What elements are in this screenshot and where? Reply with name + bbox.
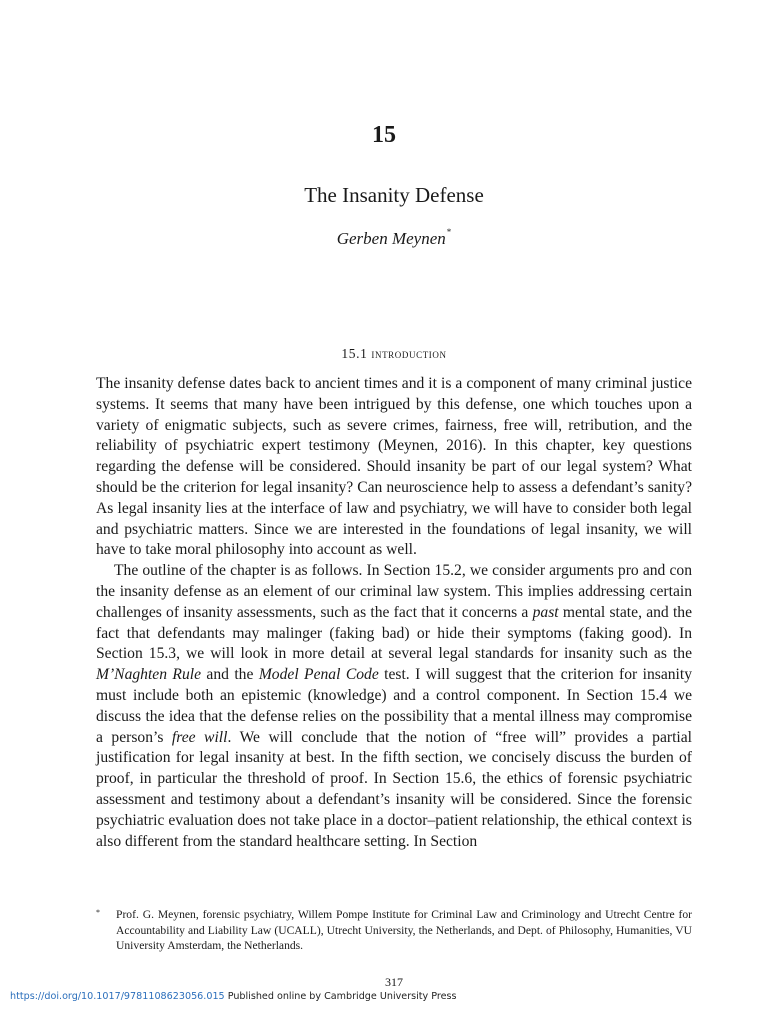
emphasis-past: past <box>532 603 559 621</box>
paragraph-2-text: The outline of the chapter is as follows. In Section 15.2, we consider arguments pro and con the insanity defense as an element of our criminal law system. This implies addressing certain challenges of insanity assessments, such as the fact that it concerns a <box>96 562 692 621</box>
author-line <box>0 229 768 249</box>
emphasis-mnaghten-rule: M’Naghten Rule <box>96 666 202 684</box>
paragraph-2 <box>96 561 692 852</box>
footnote <box>96 907 692 954</box>
paragraph-2-text: and the <box>201 666 259 684</box>
chapter-title: The Insanity Defense <box>304 183 484 207</box>
page-number: 317 <box>385 975 403 989</box>
paragraph-2-text: mental state, and the fact that defendants may malinger (faking bad) or hide their symptoms (faking good). In Section 15.3, we will look in more detail at several legal standards for insanity such as the <box>96 603 692 663</box>
paragraph-2-text: test. I will suggest that the criterion for insanity must include both an epistemic (knowledge) and a control component. In Section 15.4 we discuss the idea that the defense relies on the possibility that a mental illness may compromise a person’s <box>96 666 693 746</box>
doi-link[interactable]: https://doi.org/10.1017/9781108623056.015 <box>10 991 225 1002</box>
chapter-number: 15 <box>372 122 396 148</box>
author-name: Gerben Meynen <box>336 229 446 248</box>
author-footnote-mark[interactable]: * <box>446 227 452 237</box>
published-note: Published online by Cambridge University Press <box>227 991 457 1002</box>
emphasis-free-will: free will <box>171 728 228 746</box>
footnote-text: Prof. G. Meynen, forensic psychiatry, Willem Pompe Institute for Criminal Law and Criminology and Utrecht Centre for Accountability and Liability Law (UCALL), Utrecht University, the Netherlands, and Dept. of Philosophy, Humanities, VU University Amsterdam, the Netherlands. <box>116 908 692 953</box>
section-heading: 15.1 introduction <box>341 346 447 361</box>
citation-bar <box>10 991 457 1002</box>
emphasis-model-penal-code: Model Penal Code <box>258 666 379 684</box>
paragraph-2-text: . We will conclude that the notion of “free will” provides a partial justification for legal insanity at best. In the fifth section, we concisely discuss the burden of proof, in particular the threshold of proof. In Section 15.6, the ethics of forensic psychiatric assessment and testimony about a defendant’s insanity will be considered. Since the forensic psychiatric evaluation does not take place in a doctor–patient relationship, the ethical context is also different from the standard healthcare setting. In Section <box>96 728 692 850</box>
paragraph-1: The insanity defense dates back to ancient times and it is a component of many criminal justice systems. It seems that many have been intrigued by this defense, one which touches upon a variety of enigmatic subjects, such as severe crimes, fairness, free will, retribution, and the reliability of psychiatric expert testimony (Meynen, 2016). In this chapter, key questions regarding the defense will be considered. Should insanity be part of our legal system? What should be the criterion for legal insanity? Can neuroscience help to assess a defendant’s sanity? As legal insanity lies at the interface of law and psychiatry, we will have to consider both legal and psychiatric matters. Since we are interested in the foundations of legal insanity, we will have to take moral philosophy into account as well. <box>96 375 692 559</box>
body-text <box>96 374 692 852</box>
footnote-mark: * <box>96 908 100 917</box>
